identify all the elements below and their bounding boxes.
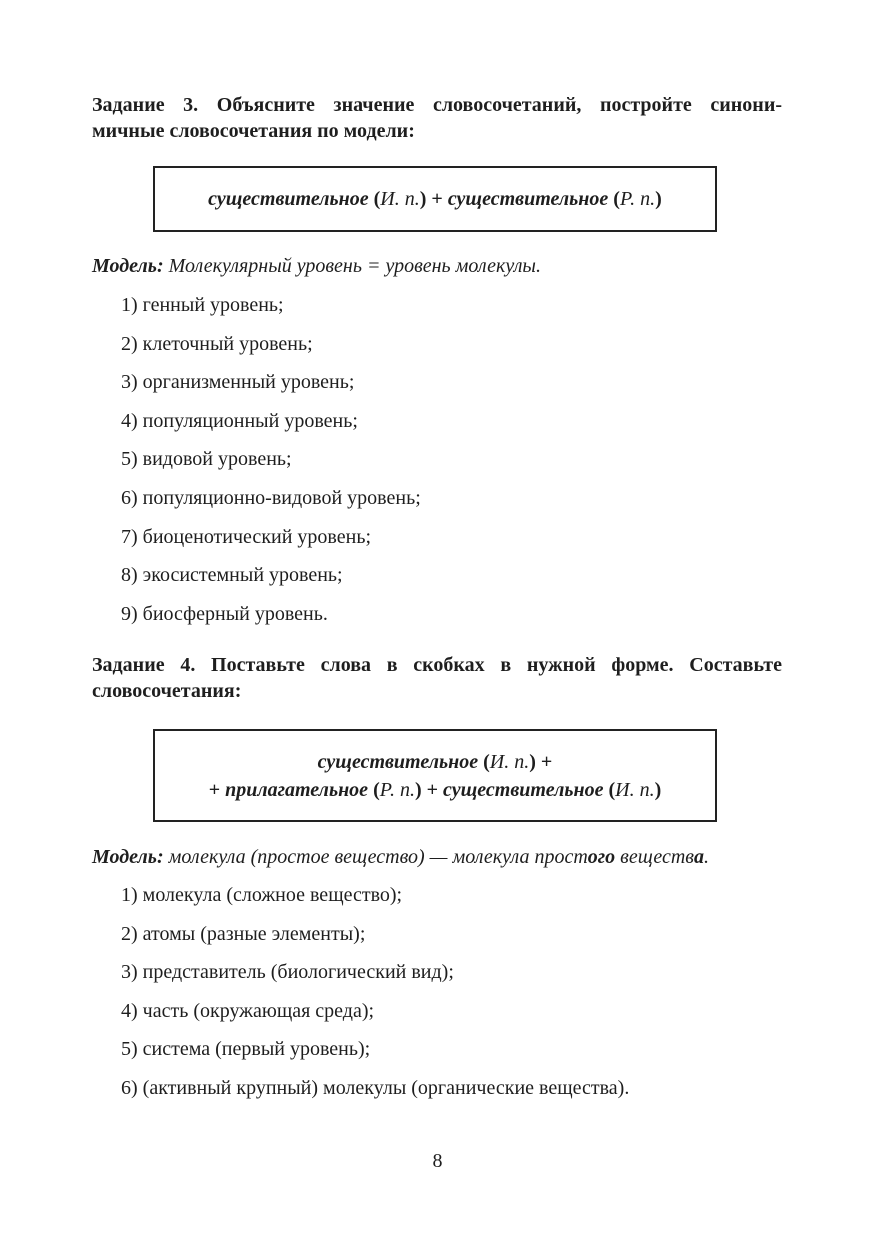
task3-list <box>121 294 421 641</box>
list-item: 1) генный уровень; <box>121 294 284 316</box>
task3-title-line2: мичные словосочетания по модели: <box>92 120 415 142</box>
task4-formula-line1: существительное (И. п.) + <box>317 750 553 773</box>
task4-title-line1: Задание 4. Поставьте слова в скобках в нужной форме. Составьте <box>92 654 782 676</box>
task3-formula: существительное (И. п.) + существительное (Р. п.) <box>208 188 662 210</box>
list-item: 1) молекула (сложное вещество); <box>121 884 403 906</box>
task3-title-line1: Задание 3. Объясните значение словосочетаний, постройте синони- <box>92 94 782 116</box>
list-item: 7) биоценотический уровень; <box>121 525 372 548</box>
task4-model-label: Модель: <box>92 846 164 868</box>
task3-model-text: Молекулярный уровень = уровень молекулы. <box>163 255 541 277</box>
list-item: 9) биосферный уровень. <box>121 602 328 625</box>
list-item: 6) (активный крупный) молекулы (органические вещества). <box>121 1076 630 1099</box>
list-item: 8) экосистемный уровень; <box>121 564 343 587</box>
task4-formula-box <box>153 729 717 822</box>
task4-title <box>92 652 782 704</box>
task4-list <box>121 884 629 1116</box>
list-item: 6) популяционно-видовой уровень; <box>121 486 421 509</box>
list-item: 4) часть (окружающая среда); <box>121 999 375 1022</box>
list-item: 2) клеточный уровень; <box>121 332 313 355</box>
list-item: 3) представитель (биологический вид); <box>121 961 454 984</box>
task4-formula-line2: + прилагательное (Р. п.) + существительное (И. п.) <box>208 778 662 801</box>
task4-model: Модель: молекула (простое вещество) — молекула простого вещества. <box>92 846 709 868</box>
page-number: 8 <box>432 1150 443 1172</box>
list-item: 5) система (первый уровень); <box>121 1038 371 1061</box>
task3-formula-box <box>153 166 717 232</box>
list-item: 3) организменный уровень; <box>121 371 355 394</box>
list-item: 4) популяционный уровень; <box>121 409 358 432</box>
task3-title <box>92 92 782 144</box>
list-item: 5) видовой уровень; <box>121 448 292 471</box>
task3-model <box>92 255 541 278</box>
list-item: 2) атомы (разные элементы); <box>121 922 366 945</box>
task3-model-label: Модель: <box>92 255 164 277</box>
task4-title-line2: словосочетания: <box>92 680 242 702</box>
